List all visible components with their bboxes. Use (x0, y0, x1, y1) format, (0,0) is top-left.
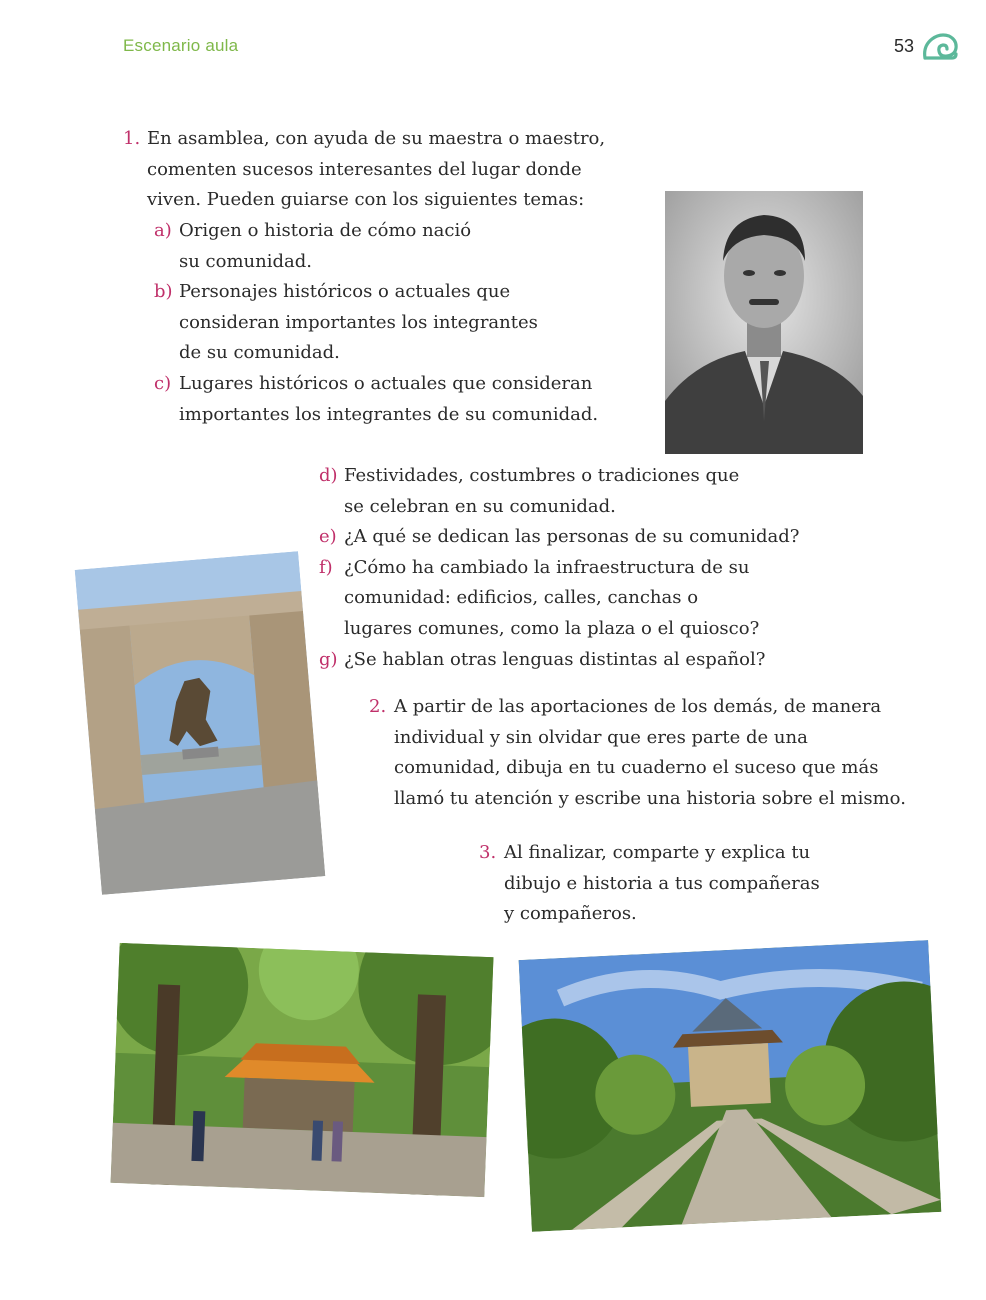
text-line: A partir de las aportaciones de los demás, de manera (394, 696, 882, 717)
subitem-letter: g) (319, 648, 338, 670)
text-line: importantes los integrantes de su comunidad. (179, 403, 599, 425)
kiosk-park-photo (519, 940, 942, 1232)
subitem-letter: b) (154, 281, 173, 303)
subitem-letter: e) (319, 526, 337, 548)
kiosk-orange-photo (111, 943, 494, 1197)
activity-1 (123, 124, 606, 216)
text-line: dibujo e historia a tus compañeras (504, 872, 820, 894)
activity-2 (369, 692, 906, 814)
text-line: comunidad, dibuja en tu cuaderno el suceso que más (394, 757, 879, 779)
item-number: 1. (123, 128, 141, 149)
text-line: En asamblea, con ayuda de su maestra o maestro, (147, 128, 606, 149)
text-line: comunidad: edificios, calles, canchas o (344, 587, 699, 609)
text-line: Festividades, costumbres o tradiciones que (344, 465, 740, 486)
section-title: Escenario aula (123, 36, 239, 55)
text-line: Origen o historia de cómo nació (179, 220, 472, 241)
text-line: ¿Cómo ha cambiado la infraestructura de su (344, 556, 750, 578)
text-line: lugares comunes, como la plaza o el quiosco? (344, 617, 760, 639)
text-line: comenten sucesos interesantes del lugar donde (147, 158, 582, 180)
text-line: ¿Se hablan otras lenguas distintas al español? (344, 648, 766, 670)
page-number: 53 (894, 36, 915, 56)
text-line: de su comunidad. (179, 342, 340, 364)
text-line: se celebran en su comunidad. (344, 495, 616, 517)
snail-spiral-icon (922, 30, 958, 62)
subitem-letter: d) (319, 465, 338, 486)
text-line: llamó tu atención y escribe una historia sobre el mismo. (394, 787, 906, 809)
text-line: consideran importantes los integrantes (179, 311, 538, 333)
text-line: y compañeros. (504, 903, 637, 925)
subitem-letter: a) (154, 220, 172, 241)
subitem-letter: c) (154, 372, 172, 394)
portrait-photo (665, 191, 863, 454)
item-number: 3. (479, 842, 497, 863)
text-line: ¿A qué se dedican las personas de su comunidad? (344, 526, 800, 548)
text-line: viven. Pueden guiarse con los siguientes temas: (147, 189, 585, 211)
arch-statue-photo (75, 551, 325, 895)
text-line: individual y sin olvidar que eres parte de una (394, 726, 808, 748)
subitem-list-upper (154, 216, 599, 430)
item-number: 2. (369, 696, 387, 717)
text-line: Lugares históricos o actuales que consideran (179, 372, 593, 394)
subitem-list-lower (319, 461, 800, 675)
text-line: su comunidad. (179, 250, 312, 272)
subitem-letter: f) (319, 556, 333, 578)
activity-3 (479, 838, 820, 930)
text-line: Personajes históricos o actuales que (179, 281, 511, 303)
text-line: Al finalizar, comparte y explica tu (504, 842, 811, 863)
